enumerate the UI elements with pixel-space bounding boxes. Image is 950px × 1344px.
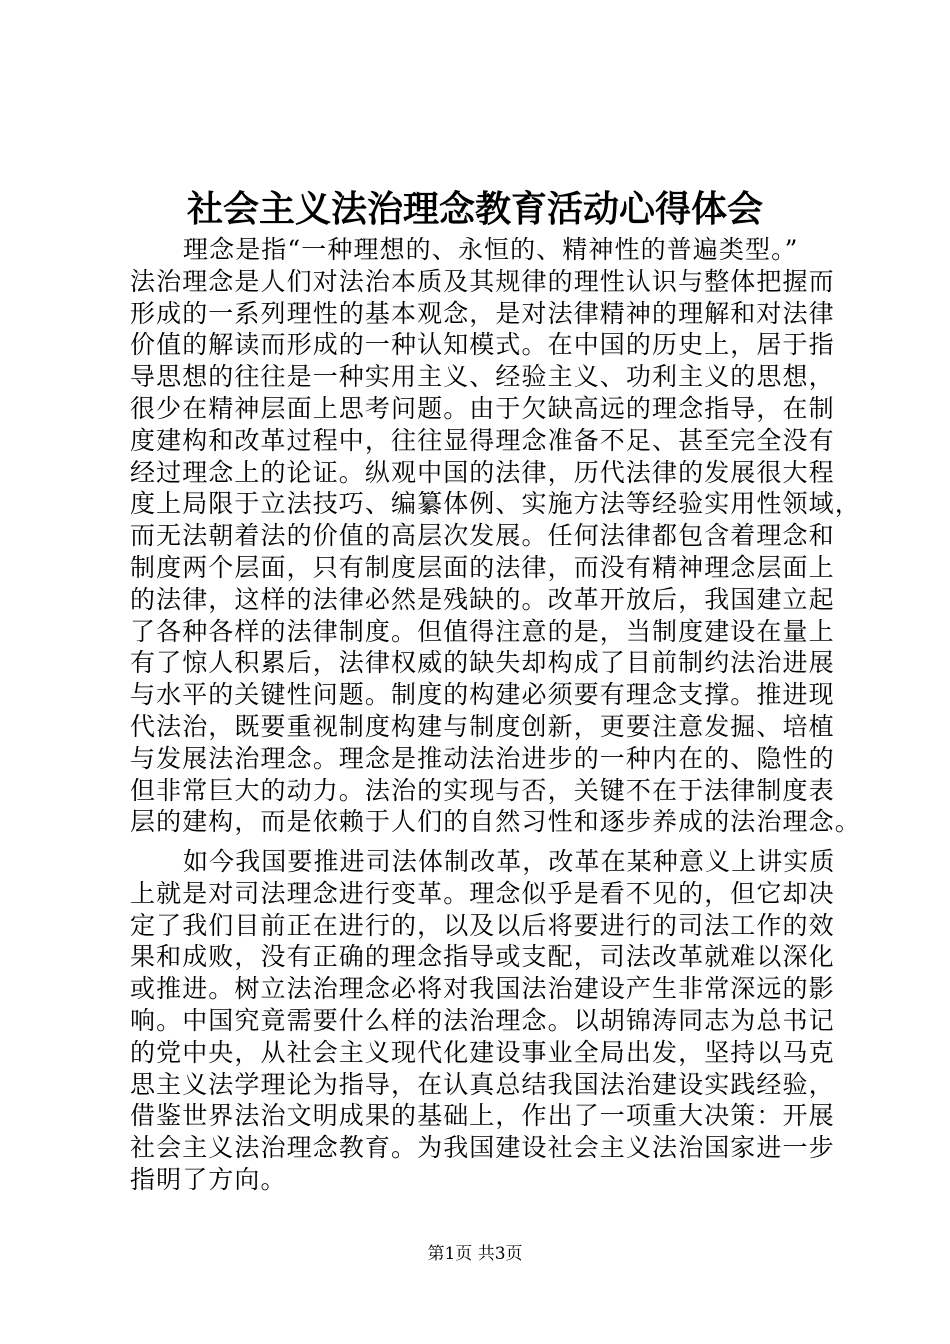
- paragraph-line: 很少在精神层面上思考问题。由于欠缺高远的理念指导，在制: [130, 393, 835, 423]
- document-title: 社会主义法治理念教育活动心得体会: [186, 188, 763, 230]
- paragraph-1: [130, 234, 861, 838]
- paragraph-line: 法治理念是人们对法治本质及其规律的理性认识与整体把握而: [130, 266, 835, 296]
- paragraph-line: 有了惊人积累后，法律权威的缺失却构成了目前制约法治进展: [130, 648, 835, 678]
- page-number-footer: 第1页 共3页: [427, 1244, 523, 1264]
- paragraph-line: 形成的一系列理性的基本观念，是对法律精神的理解和对法律: [130, 298, 835, 328]
- paragraph-line: 上就是对司法理念进行变革。理念似乎是看不见的，但它却决: [130, 878, 835, 908]
- paragraph-line: 度建构和改革过程中，往往显得理念准备不足、甚至完全没有: [130, 425, 835, 455]
- paragraph-line: 了各种各样的法律制度。但值得注意的是，当制度建设在量上: [130, 616, 835, 646]
- paragraph-line: 的党中央，从社会主义现代化建设事业全局出发，坚持以马克: [130, 1037, 835, 1067]
- paragraph-line: 响。中国究竟需要什么样的法治理念。以胡锦涛同志为总书记: [130, 1005, 835, 1035]
- paragraph-line: 与发展法治理念。理念是推动法治进步的一种内在的、隐性的: [130, 743, 835, 773]
- paragraph-line: 果和成败，没有正确的理念指导或支配，司法改革就难以深化: [130, 942, 835, 972]
- paragraph-line: 经过理念上的论证。纵观中国的法律，历代法律的发展很大程: [130, 457, 835, 487]
- paragraph-line: 思主义法学理论为指导，在认真总结我国法治建设实践经验，: [130, 1069, 835, 1099]
- paragraph-line: 如今我国要推进司法体制改革，改革在某种意义上讲实质: [183, 847, 836, 876]
- paragraph-line: 借鉴世界法治文明成果的基础上，作出了一项重大决策：开展: [130, 1101, 835, 1131]
- paragraph-line: 层的建构，而是依赖于人们的自然习性和逐步养成的法治理念。: [130, 807, 861, 837]
- paragraph-line: 代法治，既要重视制度构建与制度创新，更要注意发掘、培植: [130, 711, 835, 741]
- paragraph-line: 或推进。树立法治理念必将对我国法治建设产生非常深远的影: [130, 974, 835, 1004]
- paragraph-line: 理念是指“一种理想的、永恒的、精神性的普遍类型。”: [183, 235, 799, 264]
- paragraph-line: 与水平的关键性问题。制度的构建必须要有理念支撑。推进现: [130, 680, 835, 710]
- paragraph-2: [130, 846, 836, 1196]
- paragraph-line: 指明了方向。: [130, 1164, 287, 1194]
- paragraph-line: 价值的解读而形成的一种认知模式。在中国的历史上，居于指: [130, 330, 835, 360]
- paragraph-line: 制度两个层面，只有制度层面的法律，而没有精神理念层面上: [130, 552, 835, 582]
- paragraph-line: 的法律，这样的法律必然是残缺的。改革开放后，我国建立起: [130, 584, 835, 614]
- paragraph-line: 但非常巨大的动力。法治的实现与否，关键不在于法律制度表: [130, 775, 835, 805]
- paragraph-line: 社会主义法治理念教育。为我国建设社会主义法治国家进一步: [130, 1133, 835, 1163]
- paragraph-line: 定了我们目前正在进行的，以及以后将要进行的司法工作的效: [130, 910, 835, 940]
- paragraph-line: 而无法朝着法的价值的高层次发展。任何法律都包含着理念和: [130, 521, 835, 551]
- paragraph-line: 度上局限于立法技巧、编纂体例、实施方法等经验实用性领域，: [130, 489, 861, 519]
- paragraph-line: 导思想的往往是一种实用主义、经验主义、功利主义的思想，: [130, 362, 835, 392]
